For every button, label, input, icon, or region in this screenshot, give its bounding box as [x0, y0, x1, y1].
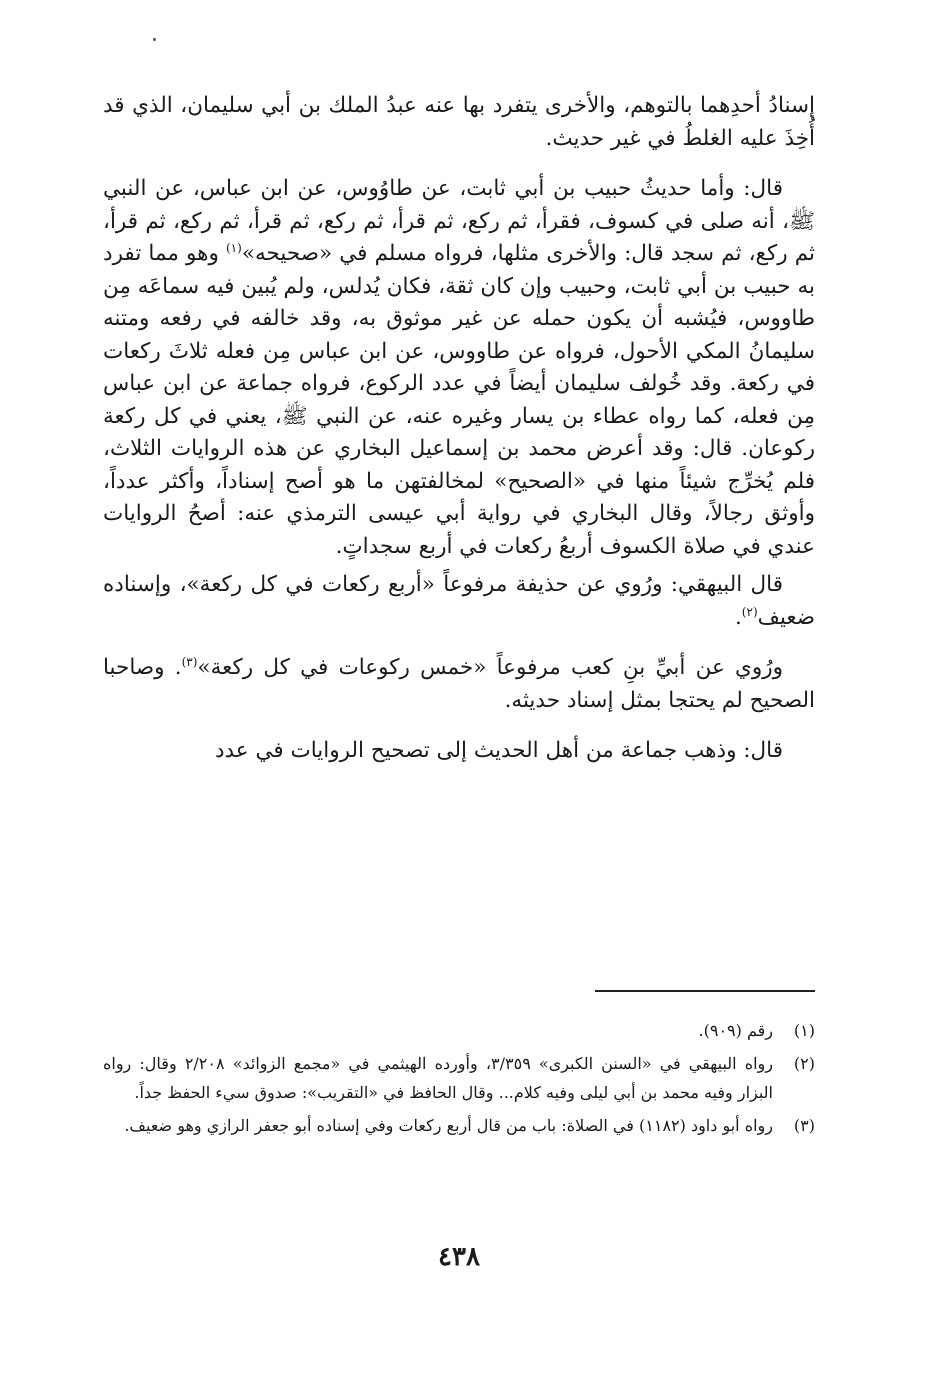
footnote-number: (٣)	[793, 1116, 815, 1135]
paragraph-2-text: قال: وأما حديثُ حبيب بن أبي ثابت، عن طاوُوس، عن ابن عباس، عن النبي ﷺ، أنه صلى في كسوف، فقرأ، ثم ركع، ثم قرأ، ثم ركع، ثم قرأ، ثم ركع، ثم قرأ، ثم ركع، ثم سجد قال: والأخرى مثلها، فرواه مسلم في «صحيحه»	[103, 176, 815, 266]
footnote-separator	[595, 990, 815, 992]
paragraph-3-text: قال البيهقي: ورُوي عن حذيفة مرفوعاً «أربع ركعات في كل ركعة»، وإسناده ضعيف	[103, 572, 815, 630]
footnote-text: رواه البيهقي في «السنن الكبرى» ٣/٣٥٩، وأورده الهيثمي في «مجمع الزوائد» ٢/٢٠٨ وقال: رواه البزار وفيه محمد بن أبي ليلى وفيه كلام... وقال الحافظ في «التقريب»: صدوق سيء الحفظ جداً.	[103, 1054, 774, 1102]
paragraph-4	[103, 652, 815, 717]
footnote-ref-2: (٢)	[741, 604, 758, 619]
footnote-ref-3: (٣)	[181, 654, 198, 669]
page-number: ٤٣٨	[438, 1242, 480, 1272]
paragraph-1	[103, 90, 815, 155]
paragraph-5-text: قال: وذهب جماعة من أهل الحديث إلى تصحيح الروايات في عدد	[214, 738, 783, 763]
footnote-number: (٢)	[793, 1054, 815, 1073]
paragraph-3	[103, 569, 815, 634]
paragraph-1-text: إسنادُ أحدِهما بالتوهم، والأخرى يتفرد بها عنه عبدُ الملك بن أبي سليمان، الذي قد أُخِذَ عليه الغلطُ في غير حديث.	[103, 93, 815, 151]
footnote-2	[103, 1049, 815, 1107]
footnotes	[103, 1016, 815, 1144]
paragraph-2	[103, 173, 815, 563]
paragraph-3-continuation: .	[734, 604, 742, 630]
footnote-ref-1: (١)	[225, 240, 242, 255]
paragraph-5	[103, 735, 815, 768]
paragraph-2-continuation: وهو مما تفرد به حبيب بن أبي ثابت، وحبيب وإن كان ثقة، فكان يُدلس، ولم يُبين فيه سماعَه مِن طاووس، فيُشبه أن يكون حمله عن غير موثوق به، وقد خالفه في رفعه ومتنه سليمانُ المكي الأحول، فرواه عن طاووس، عن ابن عباس مِن فعله ثلاثَ ركعات في ركعة. وقد خُولف سليمان أيضاً في عدد الركوع، فرواه جماعة عن ابن عباس مِن فعله، كما رواه عطاء بن يسار وغيره عنه، عن النبي ﷺ، يعني في كل ركعة ركوعان. قال: وقد أعرض محمد بن إسماعيل البخاري عن هذه الروايات الثلاث، فلم يُخرِّج شيئاً منها في «الصحيح» لمخالفتهن ما هو أصح إسناداً، وأكثر عدداً، وأوثق رجالاً، وقال البخاري في رواية أبي عيسى الترمذي عنه: أصحُ الروايات عندي في صلاة الكسوف أربعُ ركعات في أربع سجداتٍ.	[103, 241, 815, 559]
footnote-number: (١)	[793, 1021, 815, 1040]
page-speck	[153, 38, 156, 41]
paragraph-4-continuation: . وصاحبا الصحيح لم يحتجا بمثل إسناد حديثه.	[103, 655, 815, 713]
book-page	[103, 82, 815, 1362]
footnote-3	[103, 1111, 815, 1140]
footnote-1	[103, 1016, 815, 1045]
footnote-text: رواه أبو داود (١١٨٢) في الصلاة: باب من قال أربع ركعات وفي إسناده أبو جعفر الرازي وهو ضعيف.	[124, 1116, 773, 1135]
footnote-text: رقم (٩٠٩).	[698, 1021, 773, 1040]
paragraph-4-text: ورُوي عن أبيِّ بنِ كعب مرفوعاً «خمس ركوعات في كل ركعة»	[197, 655, 784, 680]
